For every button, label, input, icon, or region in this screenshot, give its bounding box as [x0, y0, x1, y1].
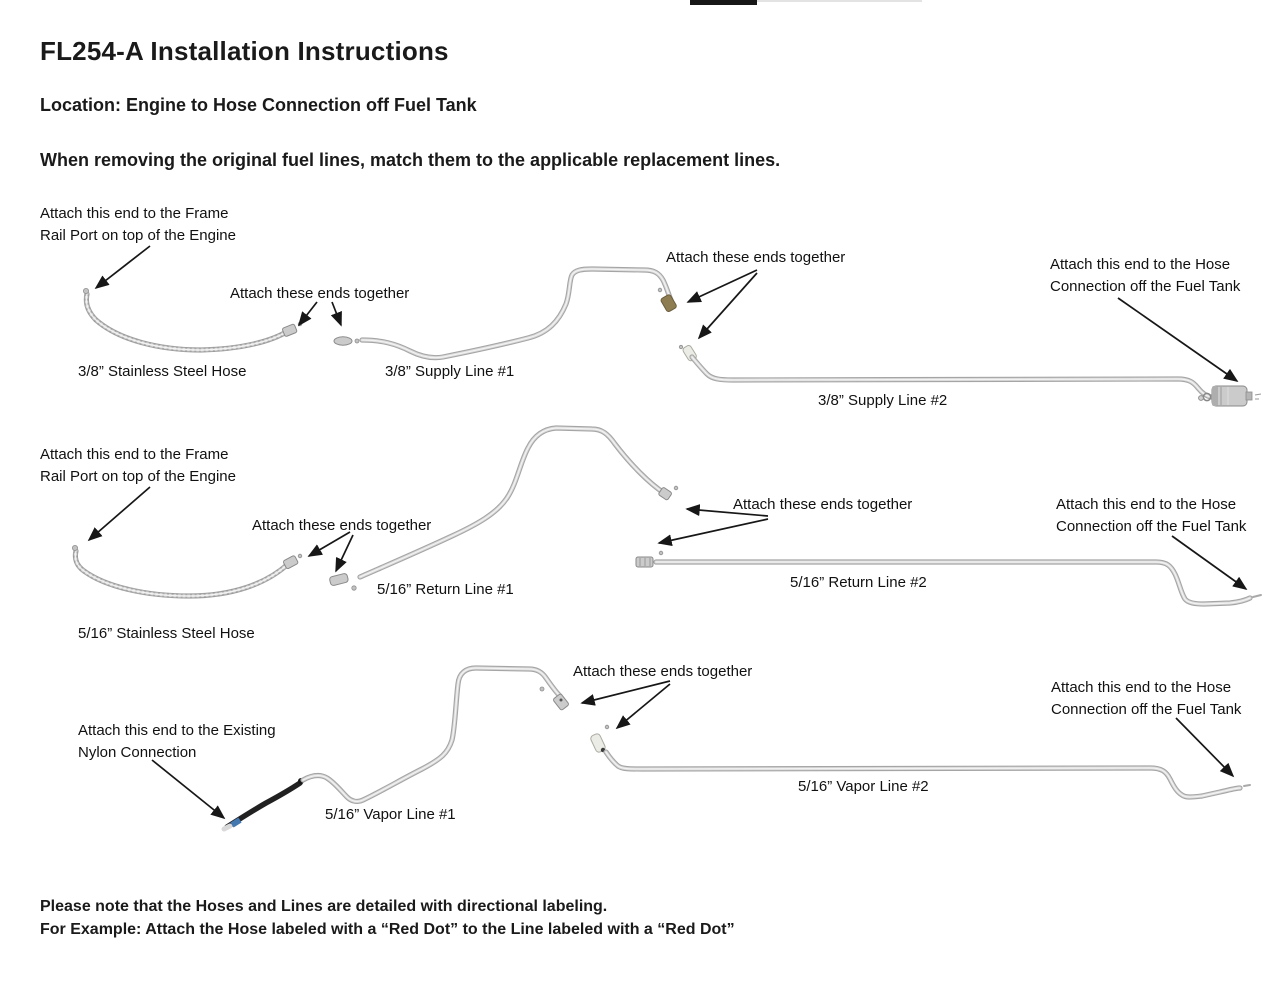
- supply-line-2: [679, 344, 1261, 406]
- label-stainless-hose-3-8: 3/8” Stainless Steel Hose: [78, 363, 247, 380]
- label-return-line-2: 5/16” Return Line #2: [790, 574, 927, 591]
- annotation-fuel-tank-row1: Attach this end to the Hose Connection off the Fuel Tank: [1050, 256, 1241, 295]
- label-supply-line-1: 3/8” Supply Line #1: [385, 363, 515, 380]
- page-title: FL254-A Installation Instructions: [40, 36, 449, 66]
- return-line-2: [636, 551, 1261, 604]
- label-supply-line-2: 3/8” Supply Line #2: [818, 392, 948, 409]
- annotation-frame-rail-row1: Attach this end to the Frame Rail Port on top of the Engine: [40, 205, 236, 244]
- stainless-hose-5-16: [72, 545, 301, 596]
- annotation-join-row1-left: Attach these ends together: [230, 285, 410, 302]
- label-vapor-line-2: 5/16” Vapor Line #2: [798, 778, 929, 795]
- annotation-join-row3: Attach these ends together: [573, 663, 753, 680]
- annotation-frame-rail-row2: Attach this end to the Frame Rail Port on top of the Engine: [40, 446, 236, 485]
- return-line-1: [329, 428, 678, 590]
- matching-instruction-line: When removing the original fuel lines, match them to the applicable replacement lines.: [40, 150, 781, 170]
- annotation-fuel-tank-row3: Attach this end to the Hose Connection off the Fuel Tank: [1051, 679, 1242, 718]
- footer-note-line2: For Example: Attach the Hose labeled with a “Red Dot” to the Line labeled with a “Red Dot”: [40, 921, 735, 938]
- label-return-line-1: 5/16” Return Line #1: [377, 581, 514, 598]
- annotation-join-row2-right: Attach these ends together: [733, 496, 913, 513]
- location-line: Location: Engine to Hose Connection off Fuel Tank: [40, 95, 477, 115]
- annotation-join-row1-right: Attach these ends together: [666, 249, 846, 266]
- label-stainless-hose-5-16: 5/16” Stainless Steel Hose: [78, 625, 255, 642]
- footer-note-line1: Please note that the Hoses and Lines are detailed with directional labeling.: [40, 898, 608, 915]
- annotation-fuel-tank-row2: Attach this end to the Hose Connection off the Fuel Tank: [1056, 496, 1247, 535]
- annotation-nylon-connection: Attach this end to the Existing Nylon Connection: [78, 722, 276, 761]
- label-vapor-line-1: 5/16” Vapor Line #1: [325, 806, 456, 823]
- annotation-join-row2-left: Attach these ends together: [252, 517, 432, 534]
